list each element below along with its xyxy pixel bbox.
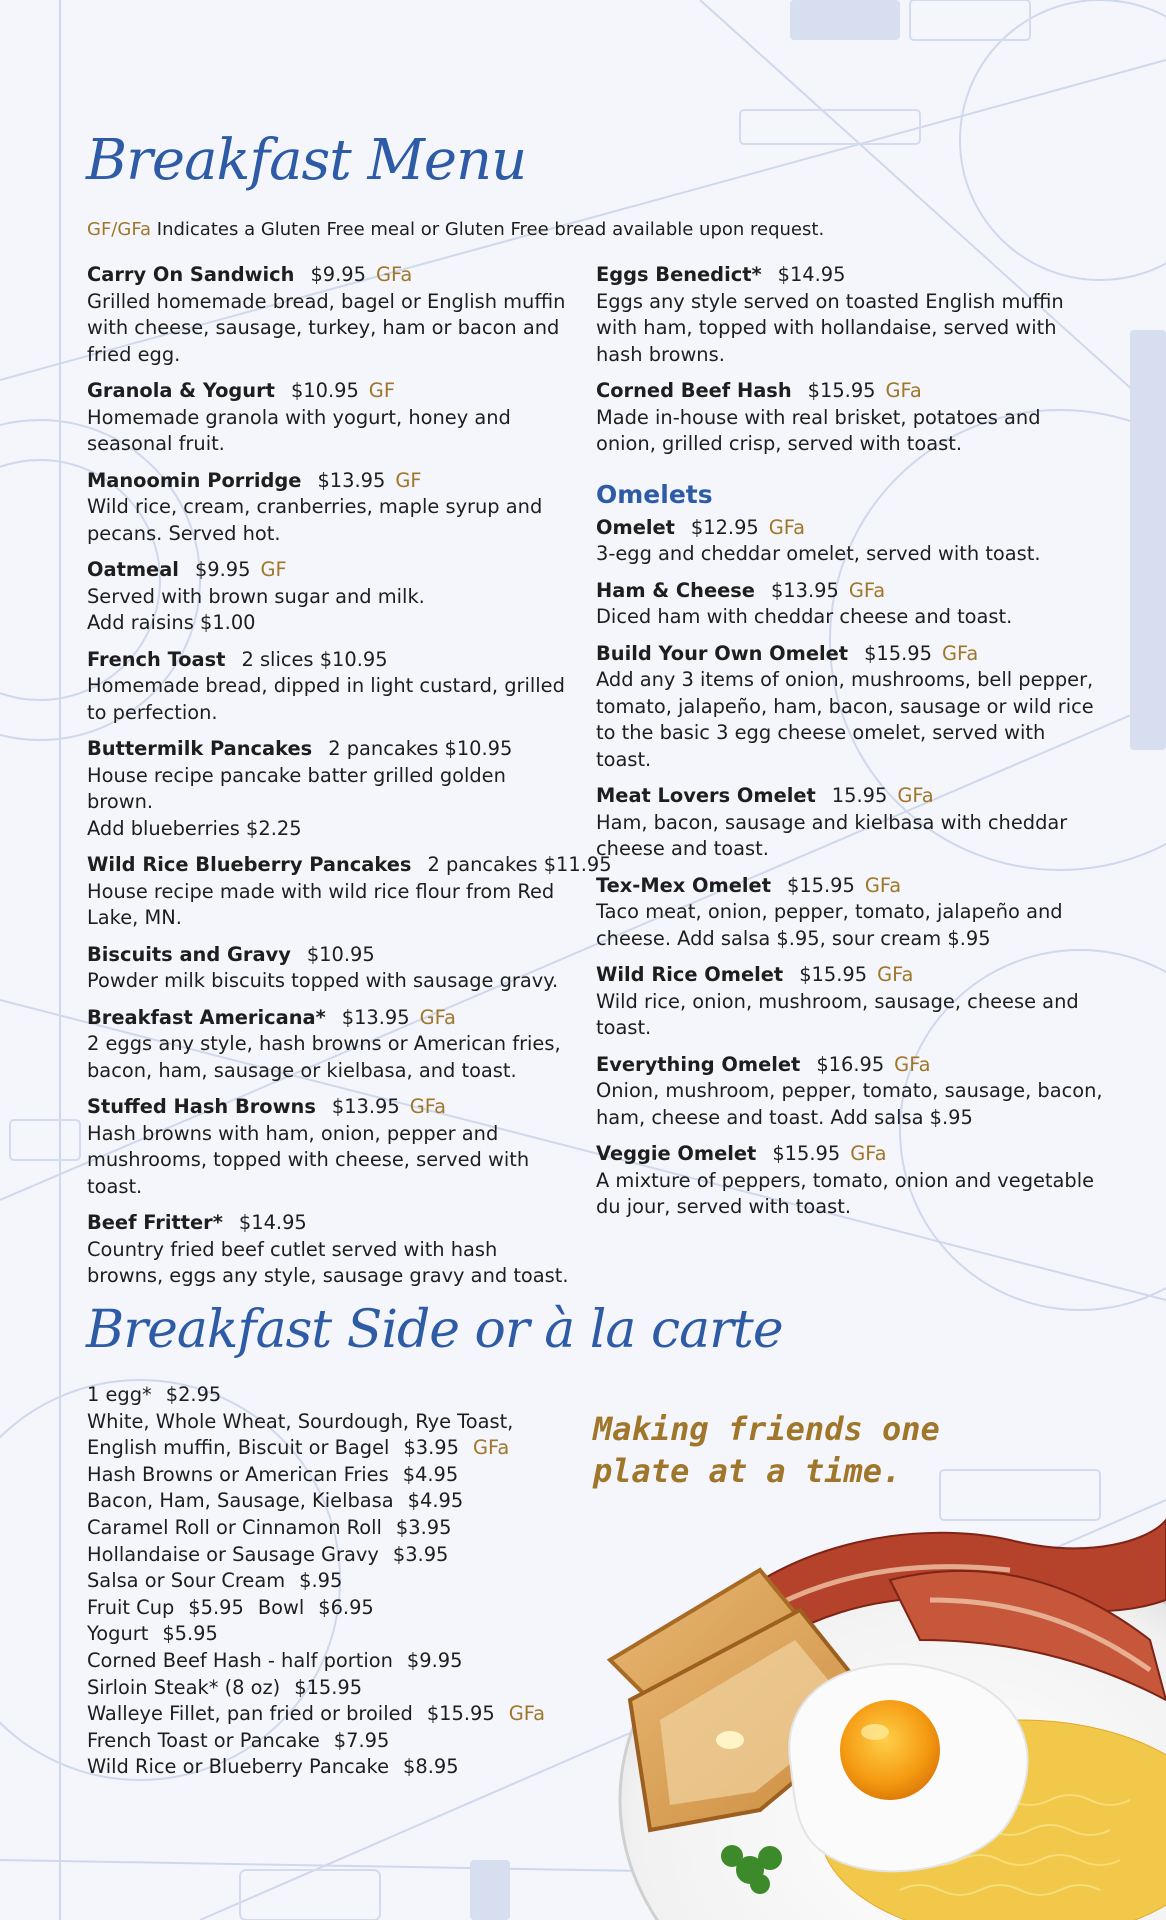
side-item-price: $15.95 bbox=[426, 1702, 495, 1726]
side-item-price: $.95 bbox=[299, 1569, 343, 1593]
menu-item-name: Buttermilk Pancakes bbox=[87, 737, 313, 760]
side-item-label: Wild Rice or Blueberry Pancake bbox=[87, 1755, 390, 1779]
side-item-label: Corned Beef Hash - half portion bbox=[87, 1648, 393, 1672]
menu-item-header bbox=[596, 262, 1106, 289]
menu-item-name: Veggie Omelet bbox=[596, 1142, 757, 1165]
gluten-free-tag: GF bbox=[395, 468, 422, 492]
legend-text: Indicates a Gluten Free meal or Gluten Free bread available upon request. bbox=[151, 219, 825, 240]
side-item bbox=[87, 1409, 587, 1436]
menu-item-price: $14.95 bbox=[777, 263, 846, 286]
gluten-free-tag: GFa bbox=[897, 784, 934, 807]
menu-item-description: Grilled homemade bread, bagel or English muffin with cheese, sausage, turkey, ham or bacon and fried egg. bbox=[87, 289, 566, 366]
gluten-free-tag: GFa bbox=[894, 1052, 931, 1076]
menu-item-header bbox=[87, 557, 575, 584]
menu-item bbox=[87, 647, 575, 727]
menu-item bbox=[596, 1141, 1106, 1221]
menu-item bbox=[596, 873, 1106, 953]
menu-item-price: 2 slices $10.95 bbox=[241, 647, 388, 671]
menu-item-price: $15.95 bbox=[864, 641, 932, 665]
sides-title: Breakfast Side or à la carte bbox=[86, 1300, 783, 1360]
menu-item-price: $9.95 bbox=[310, 263, 366, 286]
menu-item-description: A mixture of peppers, tomato, onion and vegetable du jour, served with toast. bbox=[596, 1168, 1095, 1218]
omelets-heading: Omelets bbox=[596, 479, 713, 509]
gluten-free-legend bbox=[87, 219, 824, 240]
menu-item-name: Build Your Own Omelet bbox=[596, 641, 849, 665]
gluten-free-tag: GFa bbox=[848, 578, 886, 602]
gluten-free-tag: GFa bbox=[419, 1005, 456, 1029]
menu-item-description: Add any 3 items of onion, mushrooms, bell pepper, tomato, jalapeño, ham, bacon, sausage or wild rice to the basic 3 egg cheese omelet, served with toast. bbox=[596, 668, 1094, 771]
tagline-line-2: plate at a time. bbox=[593, 1452, 902, 1490]
side-item-label: English muffin, Biscuit or Bagel bbox=[87, 1436, 390, 1460]
menu-item-header bbox=[87, 468, 575, 495]
side-item-price: $7.95 bbox=[333, 1728, 390, 1752]
side-item-price: $3.95 bbox=[395, 1515, 452, 1539]
menu-item-description: Wild rice, cream, cranberries, maple syrup and pecans. Served hot. bbox=[87, 495, 543, 545]
side-item-price: $15.95 bbox=[294, 1675, 363, 1699]
side-item-label: Yogurt bbox=[87, 1622, 149, 1646]
side-item bbox=[87, 1595, 587, 1622]
menu-item bbox=[87, 736, 575, 842]
menu-item-name: Breakfast Americana* bbox=[87, 1005, 326, 1029]
menu-item-header bbox=[87, 736, 575, 763]
menu-item-header bbox=[87, 1094, 575, 1121]
menu-item-header bbox=[596, 783, 1106, 810]
side-item bbox=[87, 1754, 587, 1781]
side-item bbox=[87, 1568, 587, 1595]
menu-item-header bbox=[596, 873, 1106, 900]
side-item-label: Fruit Cup bbox=[87, 1595, 175, 1619]
side-item-price: $8.95 bbox=[403, 1755, 459, 1779]
menu-item-price: $15.95 bbox=[807, 379, 876, 402]
side-item-label: Caramel Roll or Cinnamon Roll bbox=[87, 1515, 382, 1539]
side-item bbox=[87, 1621, 587, 1648]
menu-item-header bbox=[87, 942, 575, 969]
menu-item bbox=[87, 942, 575, 995]
gluten-free-tag: GFa bbox=[885, 379, 922, 402]
side-item-label: 1 egg* bbox=[87, 1383, 152, 1406]
side-item-price: $2.95 bbox=[165, 1383, 222, 1406]
gluten-free-tag: GFa bbox=[864, 873, 902, 897]
side-item-extra: Bowl bbox=[257, 1595, 305, 1619]
menu-item bbox=[596, 783, 1106, 863]
menu-item-name: Ham & Cheese bbox=[596, 578, 755, 602]
menu-item-price: 2 pancakes $10.95 bbox=[328, 737, 513, 760]
side-item bbox=[87, 1435, 587, 1462]
menu-item-price: $9.95 bbox=[194, 558, 251, 581]
menu-item-addon: Add raisins $1.00 bbox=[87, 611, 256, 634]
menu-item-price: $16.95 bbox=[816, 1052, 885, 1076]
side-item-price: $5.95 bbox=[188, 1595, 244, 1619]
menu-item-header bbox=[87, 262, 575, 289]
menu-item bbox=[87, 1005, 575, 1085]
menu-item-price: $15.95 bbox=[772, 1142, 841, 1165]
menu-item-name: Manoomin Porridge bbox=[87, 468, 302, 492]
menu-item-header bbox=[87, 1005, 575, 1032]
menu-item-header bbox=[596, 962, 1106, 989]
menu-item-name: Wild Rice Blueberry Pancakes bbox=[87, 853, 412, 876]
side-item bbox=[87, 1648, 587, 1675]
menu-item bbox=[87, 852, 612, 932]
menu-item bbox=[596, 378, 1106, 458]
menu-item-price: 15.95 bbox=[831, 784, 888, 807]
right-menu-items bbox=[596, 262, 1106, 458]
side-item-extra-price: $6.95 bbox=[318, 1595, 374, 1619]
side-item bbox=[87, 1728, 587, 1755]
menu-item-name: Oatmeal bbox=[87, 558, 179, 581]
side-item bbox=[87, 1488, 587, 1515]
menu-item-name: Tex-Mex Omelet bbox=[596, 873, 771, 897]
side-item-label: Bacon, Ham, Sausage, Kielbasa bbox=[87, 1489, 394, 1513]
menu-item-description: Onion, mushroom, pepper, tomato, sausage, bacon, ham, cheese and toast. Add salsa $.95 bbox=[596, 1079, 1103, 1129]
left-menu-column bbox=[87, 262, 612, 1300]
menu-item bbox=[87, 378, 575, 458]
menu-item-name: Biscuits and Gravy bbox=[87, 942, 291, 966]
menu-item-name: Stuffed Hash Browns bbox=[87, 1095, 316, 1118]
menu-item-header bbox=[596, 578, 1106, 605]
tagline-line-1: Making friends one bbox=[593, 1410, 940, 1448]
menu-item-description: Ham, bacon, sausage and kielbasa with cheddar cheese and toast. bbox=[596, 810, 1068, 860]
menu-item-name: Omelet bbox=[596, 515, 675, 539]
menu-item-description: Diced ham with cheddar cheese and toast. bbox=[596, 605, 1013, 628]
tagline bbox=[593, 1408, 993, 1492]
menu-item-price: $12.95 bbox=[690, 515, 759, 539]
menu-item-description: Made in-house with real brisket, potatoes and onion, grilled crisp, served with toast. bbox=[596, 405, 1041, 455]
gluten-free-tag: GFa bbox=[472, 1436, 510, 1460]
menu-item bbox=[87, 1094, 575, 1200]
menu-item-name: Corned Beef Hash bbox=[596, 379, 792, 402]
side-item bbox=[87, 1675, 587, 1702]
gluten-free-tag: GFa bbox=[850, 1142, 887, 1165]
side-item-label: Hash Browns or American Fries bbox=[87, 1462, 389, 1486]
menu-item-name: Everything Omelet bbox=[596, 1052, 801, 1076]
gluten-free-tag: GF bbox=[260, 558, 287, 581]
menu-item-description: 3-egg and cheddar omelet, served with toast. bbox=[596, 542, 1041, 565]
gluten-free-tag: GFa bbox=[375, 263, 413, 286]
breakfast-menu-title: Breakfast Menu bbox=[86, 128, 527, 193]
side-item-price: $4.95 bbox=[402, 1462, 459, 1486]
menu-item-price: $13.95 bbox=[317, 468, 386, 492]
side-item-label: Walleye Fillet, pan fried or broiled bbox=[87, 1702, 413, 1726]
menu-item bbox=[596, 962, 1106, 1042]
menu-item bbox=[87, 262, 575, 368]
side-item-label: French Toast or Pancake bbox=[87, 1728, 320, 1752]
side-item-label: Sirloin Steak* (8 oz) bbox=[87, 1675, 281, 1699]
menu-item-description: Powder milk biscuits topped with sausage gravy. bbox=[87, 969, 559, 992]
menu-item-name: Carry On Sandwich bbox=[87, 263, 295, 286]
menu-item-description: Homemade granola with yogurt, honey and seasonal fruit. bbox=[87, 405, 511, 455]
legend-code: GF/GFa bbox=[87, 219, 152, 240]
menu-item-header bbox=[596, 378, 1106, 405]
sides-list bbox=[87, 1382, 587, 1781]
menu-item bbox=[596, 262, 1106, 368]
menu-item-price: $10.95 bbox=[290, 379, 359, 402]
menu-item-header bbox=[87, 1210, 575, 1237]
menu-item-price: $10.95 bbox=[306, 942, 375, 966]
menu-item-header bbox=[596, 1052, 1106, 1079]
menu-item bbox=[596, 1052, 1106, 1132]
menu-item-description: House recipe pancake batter grilled golden brown. bbox=[87, 763, 506, 813]
side-item-price: $4.95 bbox=[407, 1489, 464, 1513]
gluten-free-tag: GFa bbox=[508, 1702, 545, 1726]
side-item bbox=[87, 1701, 587, 1728]
gluten-free-tag: GFa bbox=[409, 1095, 447, 1118]
menu-item bbox=[87, 557, 575, 637]
menu-item-name: Meat Lovers Omelet bbox=[596, 784, 816, 807]
side-item-price: $3.95 bbox=[403, 1436, 459, 1460]
menu-item bbox=[87, 468, 575, 548]
menu-item-description: Country fried beef cutlet served with hash browns, eggs any style, sausage gravy and toast. bbox=[87, 1237, 569, 1287]
menu-item-description: Wild rice, onion, mushroom, sausage, cheese and toast. bbox=[596, 989, 1079, 1039]
menu-item-header bbox=[87, 378, 575, 405]
menu-item-header bbox=[87, 852, 612, 879]
gluten-free-tag: GFa bbox=[768, 515, 806, 539]
menu-item bbox=[596, 515, 1106, 568]
menu-item-description: House recipe made with wild rice flour from Red Lake, MN. bbox=[87, 879, 555, 929]
menu-item-header bbox=[596, 641, 1106, 668]
menu-item-price: $15.95 bbox=[786, 873, 855, 897]
menu-item-price: $13.95 bbox=[770, 578, 839, 602]
menu-item-description: Homemade bread, dipped in light custard, grilled to perfection. bbox=[87, 674, 565, 724]
menu-item-name: French Toast bbox=[87, 647, 226, 671]
omelet-items bbox=[596, 515, 1106, 1221]
side-item-price: $9.95 bbox=[406, 1648, 463, 1672]
menu-item-name: Wild Rice Omelet bbox=[596, 963, 784, 986]
menu-item-header bbox=[596, 515, 1106, 542]
side-item bbox=[87, 1382, 587, 1409]
gluten-free-tag: GFa bbox=[877, 963, 914, 986]
menu-item bbox=[596, 578, 1106, 631]
menu-item-description: Served with brown sugar and milk. bbox=[87, 584, 425, 608]
side-item-price: $3.95 bbox=[392, 1542, 449, 1566]
menu-item-header bbox=[87, 647, 575, 674]
menu-item-name: Eggs Benedict* bbox=[596, 263, 762, 286]
menu-item-price: $13.95 bbox=[331, 1095, 400, 1118]
side-item-price: $5.95 bbox=[162, 1622, 218, 1646]
menu-item-price: $13.95 bbox=[341, 1005, 410, 1029]
menu-item-description: 2 eggs any style, hash browns or American fries, bacon, ham, sausage or kielbasa, and toast. bbox=[87, 1032, 561, 1082]
breakfast-plate-image bbox=[590, 1500, 1166, 1920]
menu-item-price: $14.95 bbox=[238, 1211, 307, 1234]
side-item bbox=[87, 1462, 587, 1489]
menu-item-price: 2 pancakes $11.95 bbox=[427, 853, 612, 876]
menu-item-description: Taco meat, onion, pepper, tomato, jalapeño and cheese. Add salsa $.95, sour cream $.95 bbox=[596, 900, 1063, 950]
menu-item-addon: Add blueberries $2.25 bbox=[87, 816, 302, 840]
side-item bbox=[87, 1515, 587, 1542]
right-menu-column bbox=[596, 262, 1106, 1231]
menu-item-name: Beef Fritter* bbox=[87, 1211, 223, 1234]
gluten-free-tag: GF bbox=[368, 379, 395, 402]
menu-item bbox=[87, 1210, 575, 1290]
gluten-free-tag: GFa bbox=[941, 641, 979, 665]
side-item bbox=[87, 1542, 587, 1569]
menu-item-description: Eggs any style served on toasted English muffin with ham, topped with hollandaise, served with hash browns. bbox=[596, 289, 1064, 366]
menu-item-name: Granola & Yogurt bbox=[87, 379, 275, 402]
side-item-label: Hollandaise or Sausage Gravy bbox=[87, 1542, 379, 1566]
menu-item-header bbox=[596, 1141, 1106, 1168]
menu-item-description: Hash browns with ham, onion, pepper and mushrooms, topped with cheese, served with toast. bbox=[87, 1121, 530, 1198]
menu-item-price: $15.95 bbox=[799, 963, 868, 986]
side-item-label: White, Whole Wheat, Sourdough, Rye Toast, bbox=[87, 1409, 514, 1433]
side-item-label: Salsa or Sour Cream bbox=[87, 1569, 286, 1593]
menu-item bbox=[596, 641, 1106, 774]
